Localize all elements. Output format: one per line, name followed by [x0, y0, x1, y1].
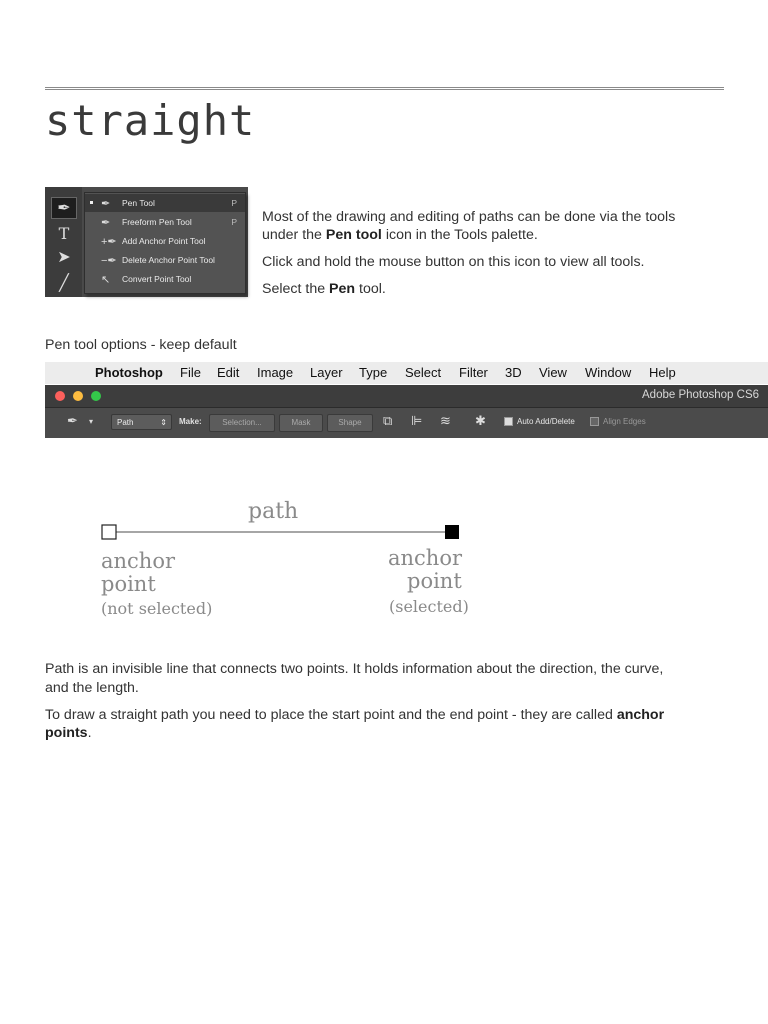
- body-para-2-line-2: points.: [45, 725, 92, 741]
- right-anchor-label-2: point: [407, 569, 462, 593]
- anchor-point-unselected: [102, 525, 116, 539]
- flyout-item-pen-tool[interactable]: ✒ Pen Tool P: [85, 194, 245, 212]
- pen-icon: ✒: [101, 198, 111, 210]
- flyout-item-freeform-pen[interactable]: ✒ Freeform Pen Tool P: [85, 213, 245, 231]
- minimize-window-icon[interactable]: [73, 391, 83, 401]
- line-tool-icon[interactable]: ╱: [59, 275, 69, 292]
- body-para-1: Path is an invisible line that connects two points. It holds information about the direction, the curve,: [45, 661, 664, 677]
- window-title-bar: [45, 385, 768, 408]
- pen-options-bar: [45, 408, 768, 438]
- mode-select[interactable]: Path ⇕: [111, 414, 172, 430]
- menu-app-name[interactable]: Photoshop: [95, 365, 163, 380]
- auto-add-delete-label: Auto Add/Delete: [517, 417, 575, 426]
- intro-line-4: Select the Pen tool.: [262, 281, 386, 297]
- left-anchor-label-1: anchor: [101, 549, 176, 573]
- selected-bullet-icon: [90, 201, 93, 204]
- pen-tool-icon[interactable]: ✒: [51, 197, 77, 219]
- align-edges-label: Align Edges: [603, 417, 646, 426]
- delete-anchor-icon: −✒: [101, 255, 117, 267]
- path-selection-icon[interactable]: ➤: [57, 249, 71, 266]
- auto-add-delete-checkbox[interactable]: [504, 417, 513, 426]
- page-title: straight: [45, 96, 256, 145]
- menu-select[interactable]: Select: [405, 365, 442, 380]
- menu-3d[interactable]: 3D: [505, 365, 522, 380]
- anchor-point-selected: [445, 525, 459, 539]
- flyout-item-delete-anchor[interactable]: −✒ Delete Anchor Point Tool: [85, 251, 245, 269]
- menu-filter[interactable]: Filter: [459, 365, 488, 380]
- gear-icon[interactable]: ✱: [475, 413, 486, 428]
- menu-help[interactable]: Help: [649, 365, 676, 380]
- path-diagram: [100, 495, 480, 635]
- body-para-2: To draw a straight path you need to place the start point and the end point - they are called anchor: [45, 707, 665, 723]
- path-alignment-icon[interactable]: ⊫: [411, 413, 423, 428]
- select-arrows-icon: ⇕: [160, 418, 167, 427]
- type-tool-icon[interactable]: T: [58, 224, 70, 243]
- left-anchor-label-2: point: [101, 572, 156, 596]
- right-anchor-label-3: (selected): [389, 597, 469, 616]
- close-window-icon[interactable]: [55, 391, 65, 401]
- tools-palette-screenshot: [45, 187, 248, 297]
- menu-layer[interactable]: Layer: [310, 365, 343, 380]
- flyout-item-convert-point[interactable]: ↖ Convert Point Tool: [85, 270, 245, 288]
- freeform-pen-icon: ✒: [101, 217, 111, 229]
- shape-button[interactable]: Shape: [327, 414, 373, 432]
- pen-tool-flyout-menu: [84, 192, 246, 294]
- mac-menu-bar: [45, 362, 768, 384]
- top-rule: [45, 87, 724, 90]
- preset-dropdown-icon[interactable]: ▾: [89, 417, 94, 426]
- make-label: Make:: [179, 417, 202, 426]
- menu-type[interactable]: Type: [359, 365, 388, 380]
- convert-point-icon: ↖: [101, 274, 111, 286]
- body-para-1-line-2: and the length.: [45, 680, 139, 696]
- add-anchor-icon: +✒: [101, 236, 117, 248]
- zoom-window-icon[interactable]: [91, 391, 101, 401]
- options-caption: Pen tool options - keep default: [45, 337, 237, 353]
- selection-button[interactable]: Selection...: [209, 414, 275, 432]
- menu-view[interactable]: View: [539, 365, 567, 380]
- intro-line-1: Most of the drawing and editing of paths can be done via the tools: [262, 209, 676, 225]
- intro-line-3: Click and hold the mouse button on this icon to view all tools.: [262, 254, 645, 270]
- path-arrangement-icon[interactable]: ≋: [440, 413, 451, 428]
- mask-button[interactable]: Mask: [279, 414, 323, 432]
- path-operations-icon[interactable]: ⧉: [383, 413, 393, 428]
- menu-file[interactable]: File: [180, 365, 201, 380]
- align-edges-checkbox[interactable]: [590, 417, 599, 426]
- flyout-item-add-anchor[interactable]: +✒ Add Anchor Point Tool: [85, 232, 245, 250]
- tools-strip: [45, 187, 82, 297]
- intro-line-2: under the Pen tool icon in the Tools palette.: [262, 227, 538, 243]
- menu-window[interactable]: Window: [585, 365, 632, 380]
- menu-image[interactable]: Image: [257, 365, 294, 380]
- left-anchor-label-3: (not selected): [101, 599, 213, 618]
- menu-edit[interactable]: Edit: [217, 365, 240, 380]
- window-title: Adobe Photoshop CS6: [642, 389, 760, 401]
- path-label: path: [248, 499, 299, 524]
- pen-tool-preset-icon[interactable]: ✒: [67, 413, 78, 428]
- right-anchor-label-1: anchor: [388, 546, 463, 570]
